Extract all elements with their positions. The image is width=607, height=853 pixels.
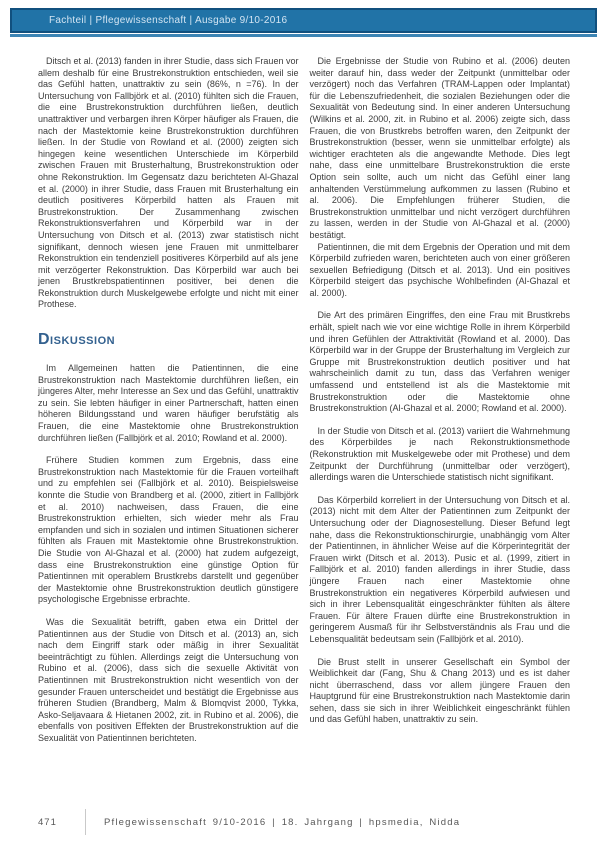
- paragraph-sexuality: Was die Sexualität betrifft, gaben etwa ein Drittel der Patientinnen aus der Studie von Ditsch et al. (2013) an, sich nach dem Eingriff stark oder mäßig in ihrer Sexualität beeinträchtigt zu fühlen. Allerdings zeigt die Untersuchung von Rubino et al. (2006), dass sich die sexuelle Aktivität von Patientinnen mit Brustrekonstruktion nicht wesentlich von der gesunder Frauen unterscheidet und bestätigt die Ergebnisse aus früheren Studien (Brandberg, Malm & Blomqvist 2000, Tykka, Asko-Seljavaara & Hietanen 2002, zit. in Rubino et al. 2006), die ebenfalls von positiven Effekten der Brustrekonstruktion auf die Sexualität von Patientinnen berichteten.: [38, 616, 299, 743]
- left-column: [38, 56, 299, 808]
- page-number: 471: [38, 816, 57, 828]
- paragraph-age-correlation: Das Körperbild korreliert in der Untersuchung von Ditsch et al. (2013) nicht mit dem Alter der Patientinnen zum Zeitpunkt der Untersuchung oder der Diagnosestellung. Dieser Befund legt nahe, dass die Rekonstruktionschirurgie, unabhängig vom Alter der Patientinnen, in ähnlicher Weise auf die Körperintegrität der Frauen wirkt (Ditsch et al. 2013). Pusic et al. (1999, zitiert in Fallbjörk et al. 2010) fanden allerdings in ihrer Studie, dass jüngere Frauen nach einer Mastektomie ohne Brustrekonstruktion ein negativeres Körperbild aufwiesen und sich in ihrer Lebensqualität eingeschränkter fühlten als ältere Frauen. Für ältere Frauen dürfte eine Brustrekonstruktion in geringerem Ausmaß für ihr Selbstverständnis als Frau und die Lebensqualität bedeutsam sein (Fallbjörk et al. 2010).: [309, 494, 570, 644]
- footer-journal-line: Pflegewissenschaft 9/10-2016 | 18. Jahrgang | hpsmedia, Nidda: [104, 816, 461, 828]
- article-body: [0, 37, 607, 808]
- page-footer: [0, 808, 607, 836]
- header-breadcrumb: Fachteil | Pflegewissenschaft | Ausgabe 9/10-2016: [49, 15, 288, 26]
- paragraph-satisfaction: Patientinnen, die mit dem Ergebnis der Operation und mit dem Körperbild zufrieden waren, berichteten auch von einer größeren sexuellen Befriedigung (Ditsch et al. 2013). Und ein positives Körperbild steigert das psychische Wohlbefinden (Al-Ghazal et al. 2000).: [309, 241, 570, 298]
- paragraph-earlier-studies: Frühere Studien kommen zum Ergebnis, dass eine Brustrekonstruktion nach Mastektomie für die Frauen vorteilhaft und zu empfehlen sei (Fallbjörk et al. 2010). Beispielsweise konnte die Studie von Brandberg et al. (2000, zitiert in Fallbjörk et al. 2010) nachweisen, dass Frauen, die eine Brustrekonstruktion erhielten, sich wieder mehr als Frau empfanden und sich in sozialen und intimen Situationen sicherer fühlten als Frauen mit Mastektomie ohne Brustrekonstruktion. Die Studie von Al-Ghazal et al. (2000) hat zudem aufgezeigt, dass eine Brustrekonstruktion eine günstige Option für Patientinnen mit operablem Brustkrebs darstellt und gegenüber der Mastektomie ohne Brustrekonstruktion deutlich günstigere psychologische Ergebnisse erbrachte.: [38, 455, 299, 605]
- paragraph-discussion-intro: Im Allgemeinen hatten die Patientinnen, die eine Brustrekonstruktion nach Mastektomie durchführen ließen, ein jüngeres Alter, mehr Interesse an Sex und das Gefühl, unattraktiv zu sein. Sie lebten häufiger in einer Partnerschaft, hatten einen höheren Bildungsstand und waren häufiger berufstätig als Frauen, die eine Mastektomie ohne Brustrekonstruktion durchführen ließen (Fallbjörk et al. 2010; Rowland et al. 2000).: [38, 363, 299, 443]
- paragraph-primary-surgery: Die Art des primären Eingriffes, den eine Frau mit Brustkrebs erhält, spielt nach wie vor eine wichtige Rolle in ihrem Körperbild und ihren Gefühlen der Attraktivität (Rowland et al. 2000). Das Körperbild war in der Gruppe der Brusterhaltung im Vergleich zur Gruppe mit Brustrekonstruktion deutlich positiver und hat wahrscheinlich damit zu tun, dass das Verfahren weniger umfassend und entstellend ist als die Mastektomie mit Brustrekonstruktion oder die Mastektomie ohne Brustrekonstruktion (Al-Ghazal et al. 2000; Rowland et al. 2000).: [309, 310, 570, 414]
- footer-divider: [85, 809, 86, 835]
- paragraph-perception-variation: In der Studie von Ditsch et al. (2013) variiert die Wahrnehmung des Körperbildes je nach Rekonstruktionsmethode (Rekonstruktion mit Muskelgewebe oder mit Prothese) und dem Zeitpunkt der Durchführung (unmittelbar oder verzögert), allerdings waren die Unterschiede statistisch nicht signifikant.: [309, 425, 570, 483]
- header-bar: [10, 8, 597, 33]
- paragraph-breast-symbol: Die Brust stellt in unserer Gesellschaft ein Symbol der Weiblichkeit dar (Fang, Shu & Chang 2013) und es ist daher nicht überraschend, dass vor allem jüngere Frauen den Hauptgrund für eine Brustrekonstruktion nach Mastektomie darin sehen, dass sie sich in ihrer Weiblichkeit eingeschränkt fühlen und das Gefühl haben, unattraktiv zu sein.: [309, 656, 570, 725]
- section-heading-diskussion: Diskussion: [38, 331, 116, 349]
- paragraph-results-bodyimage: Ditsch et al. (2013) fanden in ihrer Studie, dass sich Frauen vor allem deshalb für eine Brustrekonstruktion entschieden, weil sie das Gefühl hatten, unattraktiv zu sein (86%, n =76). In der Untersuchung von Fallbjörk et al. (2010) fühlten sich die Frauen, die eine Brustrekonstruktion durchführen ließen, deutlich unattraktiver und verbargen ihren Körper häufiger als Frauen, die nach der Mastektomie keine Brustrekonstruktion durchführen ließen. In der Studie von Rowland et al. (2000) zeigten sich hingegen keine wesentlichen Unterschiede im Körperbild zwischen Frauen mit Brusterhaltung, Brustrekonstruktion oder ohne Rekonstruktion. Im Gegensatz dazu berichteten Al-Ghazal et al. (2000) in ihrer Studie, dass Frauen mit Brusterhaltung ein deutlich positiveres Körperbild hatten als Frauen mit Brustrekonstruktion. Der Zusammenhang zwischen Rekonstruktionsverfahren und Körperbild war in der Untersuchung von Ditsch et al. (2013) zwar statistisch nicht signifikant, dennoch wiesen jene Frauen mit unmittelbarer Rekonstruktion ein tendenziell positiveres Körperbild auf als jene mit verzögerter Rekonstruktion. Das Körperbild war auch bei jenen Brustkrebspatientinnen positiver, bei denen die Rekonstruktion durch Muskelgewebe erfolgte und nicht mit einer Prothese.: [38, 56, 299, 310]
- paragraph-rubino-results: Die Ergebnisse der Studie von Rubino et al. (2006) deuten weiter darauf hin, dass weder der Zeitpunkt (unmittelbar oder verzögert) noch das Verfahren (TRAM-Lappen oder Implantat) für die Lebenszufriedenheit, die sozialen Beziehungen oder die Sexualität von Bedeutung sind. In einer anderen Untersuchung (Wilkins et al. 2000, zit. in Rubino et al. 2006) zeigte sich, dass Frauen, die von Brustkrebs betroffen waren, den Zeitpunkt der Brustrekonstruktion (besser, wenn sie unmittelbar erfolgte) als wichtiger erachteten als die angewandte Methode. Dies legt nahe, dass eine unmittelbare Brustrekonstruktion die erste Option sein sollte, auch um nicht das Gefühl einer lang anhaltenden Verstümmelung aufkommen zu lassen (Rubino et al. 2006). Die Empfehlungen früherer Studien, die Brustrekonstruktion unmittelbar und nicht verzögert durchführen zu lassen, werden in der Studie von Al-Ghazal et al. (2000) bestätigt.: [309, 56, 570, 240]
- right-column: [310, 56, 571, 808]
